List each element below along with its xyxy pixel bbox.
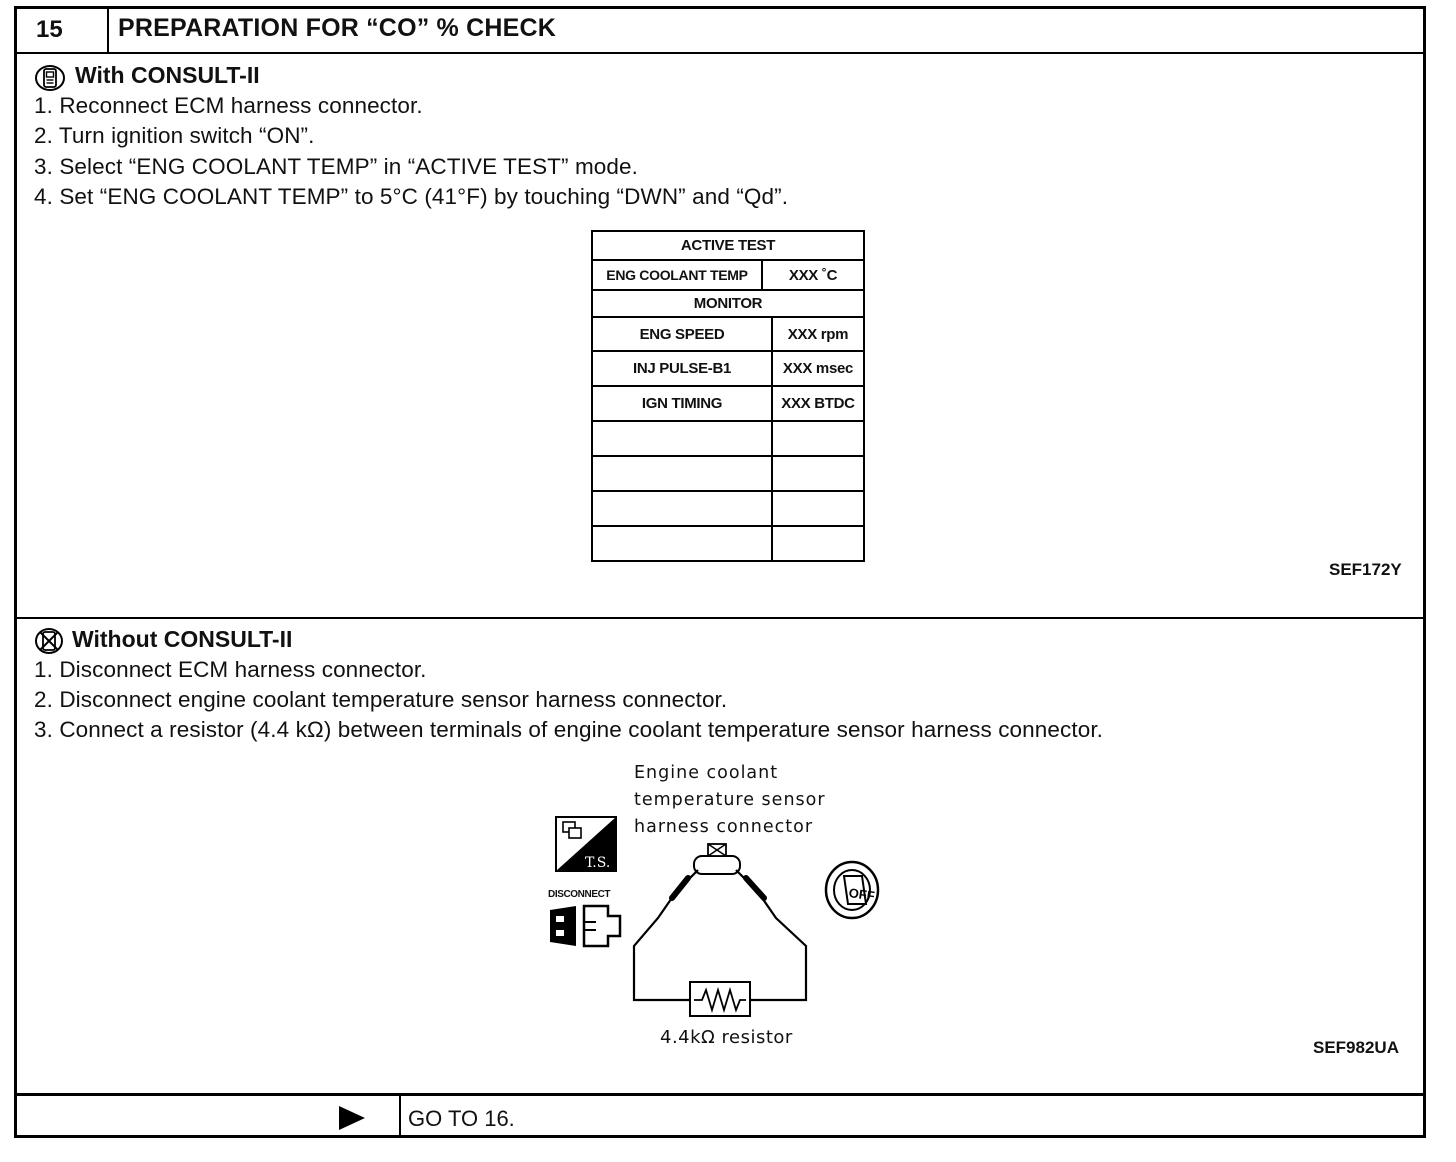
active-test-table [591,230,865,562]
arrow-right-icon [339,1106,365,1130]
table-row [593,318,863,352]
no-consult-icon [34,627,64,655]
connector-label-line-2: temperature sensor [634,790,826,810]
table-row-item: IGN TIMING [641,395,723,412]
without-step-1: 1. Disconnect ECM harness connector. [34,657,427,682]
table-test-row [593,261,863,291]
with-step-1: 1. Reconnect ECM harness connector. [34,93,423,118]
table-row-item: INJ PULSE-B1 [632,360,732,377]
connector-label-line-1: Engine coolant [634,763,779,783]
with-step-2: 2. Turn ignition switch “ON”. [34,123,315,148]
table-title: ACTIVE TEST [680,237,776,254]
ts-label: T.S. [585,855,611,871]
table-row [593,352,863,387]
table-test-value: XXX ˚C [788,266,838,284]
with-step-3: 3. Select “ENG COOLANT TEMP” in “ACTIVE TEST” mode. [34,154,638,179]
divider-footer [17,1093,1426,1096]
connector-label [634,760,826,841]
step-title: PREPARATION FOR “CO” % CHECK [118,14,557,42]
table-monitor-label: MONITOR [693,295,763,312]
divider-section [17,617,1426,619]
key-label: OFF [847,885,876,904]
figure-ref-1: SEF172Y [1329,560,1402,579]
without-step-3: 3. Connect a resistor (4.4 kΩ) between terminals of engine coolant temperature sensor harness connector. [34,717,1104,742]
resistor-circuit [628,838,814,1028]
table-row-empty [593,492,863,527]
table-row-value: XXX msec [782,360,854,377]
divider-step-number [107,9,109,53]
table-row-value: XXX rpm [787,325,849,343]
connector-label-line-3: harness connector [634,817,814,837]
next-step-link[interactable]: GO TO 16. [408,1106,515,1131]
without-step-2: 2. Disconnect engine coolant temperature sensor harness connector. [34,687,728,712]
without-consult-heading: Without CONSULT-II [72,626,293,652]
figure-ref-2: SEF982UA [1313,1038,1399,1057]
table-title-row [593,232,863,261]
table-row [593,387,863,422]
table-row-empty [593,457,863,492]
ignition-off-icon [822,858,888,924]
step-number: 15 [36,16,63,43]
resistor-label: 4.4kΩ resistor [660,1027,793,1048]
consult-icon [34,64,66,92]
table-row-empty [593,422,863,457]
table-row-value: XXX BTDC [781,395,855,412]
table-row-item: ENG SPEED [639,325,725,343]
disconnect-icon [546,900,624,952]
table-test-item: ENG COOLANT TEMP [606,267,748,283]
table-monitor-row [593,291,863,318]
with-step-4: 4. Set “ENG COOLANT TEMP” to 5°C (41°F) by touching “DWN” and “Qd”. [34,184,789,209]
divider-header [17,52,1426,54]
table-row-empty [593,527,863,560]
disconnect-label: DISCONNECT [548,889,611,900]
with-consult-heading: With CONSULT-II [75,62,260,88]
ts-icon [555,816,617,872]
divider-footer-col [399,1094,401,1136]
